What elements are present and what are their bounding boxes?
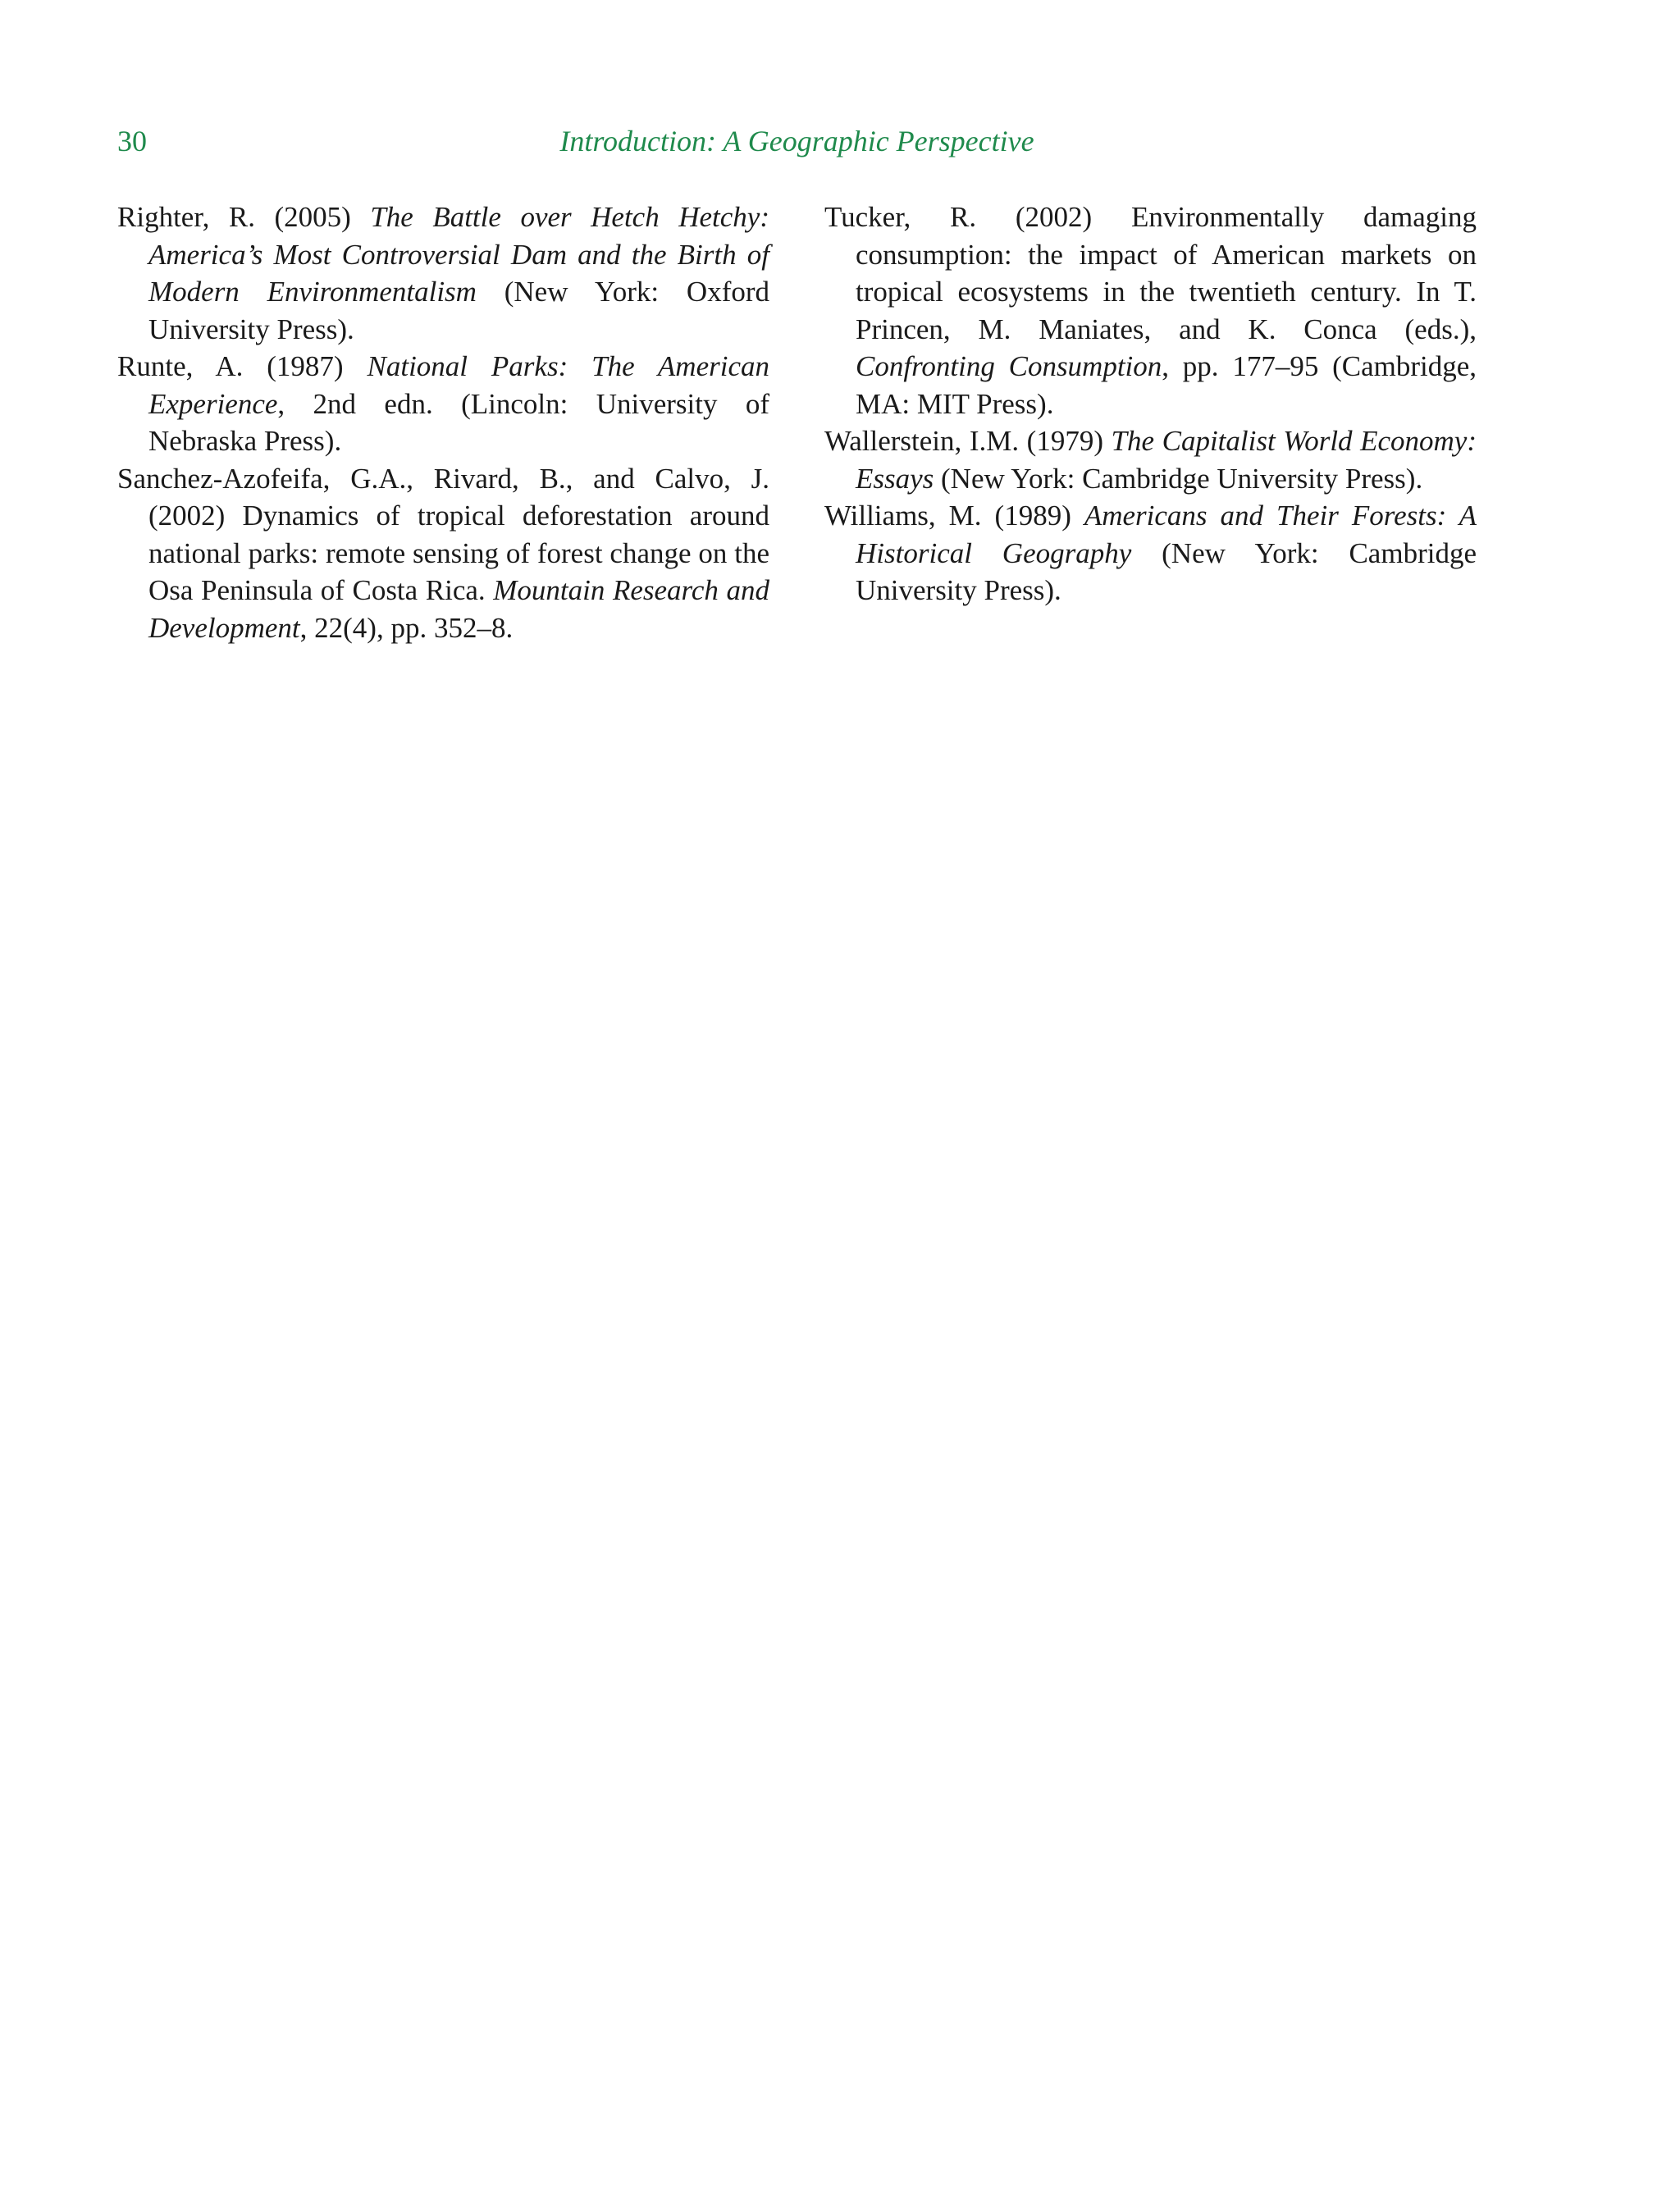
reference-entry-williams [824,497,1477,609]
reference-text: (New York: Oxford University Press). [148,276,770,345]
reference-title: The Capitalist World Economy: Essays [856,425,1477,495]
reference-text: (New York: Cambridge University Press). [934,462,1423,495]
reference-entry-righter [117,199,769,348]
reference-text: Righter, R. (2005) [117,201,371,233]
reference-text: Sanchez-Azofeifa, G.A., Rivard, B., and Calvo, J. (2002) Dynamics of tropical deforestation around national parks: remote sensing of forest change on the Osa Peninsula of Costa Rica. [117,462,769,606]
reference-title: Americans and Their Forests: A Historical Geography [856,500,1477,569]
reference-title: Confronting Consumption [856,350,1162,382]
reference-text: , pp. 177–95 (Cambridge, MA: MIT Press). [856,350,1477,420]
reference-text: , 22(4), pp. 352–8. [299,611,514,644]
reference-text: Tucker, R. (2002) Environmentally damaging consumption: the impact of American markets on tropical ecosystems in the twentieth century. In T. Princen, M. Maniates, and K. Conca (eds.), [824,201,1477,345]
reference-entry-wallerstein [824,422,1477,497]
reference-text: , 2nd edn. (Lincoln: University of Nebraska Press). [148,387,769,457]
reference-title: Mountain Research and Development [148,574,769,644]
reference-text: (New York: Cambridge University Press). [856,536,1477,606]
reference-text: Williams, M. (1989) [824,500,1084,532]
reference-title: National Parks: The American Experience [148,350,769,420]
reference-column-right [824,199,1477,609]
running-header [117,121,1477,162]
reference-entry-runte [117,348,769,460]
page-number: 30 [117,125,147,157]
reference-column-left [117,199,769,646]
reference-text: Runte, A. (1987) [117,350,368,382]
reference-text: Wallerstein, I.M. (1979) [824,425,1112,457]
reference-entry-sanchez-azofeifa [117,460,769,647]
reference-title: The Battle over Hetch Hetchy: America’s Most Controversial Dam and the Birth of Modern Environmentalism [148,201,769,308]
reference-entry-tucker [824,199,1477,422]
running-title: Introduction: A Geographic Perspective [559,125,1034,157]
reference-list [117,199,1477,644]
